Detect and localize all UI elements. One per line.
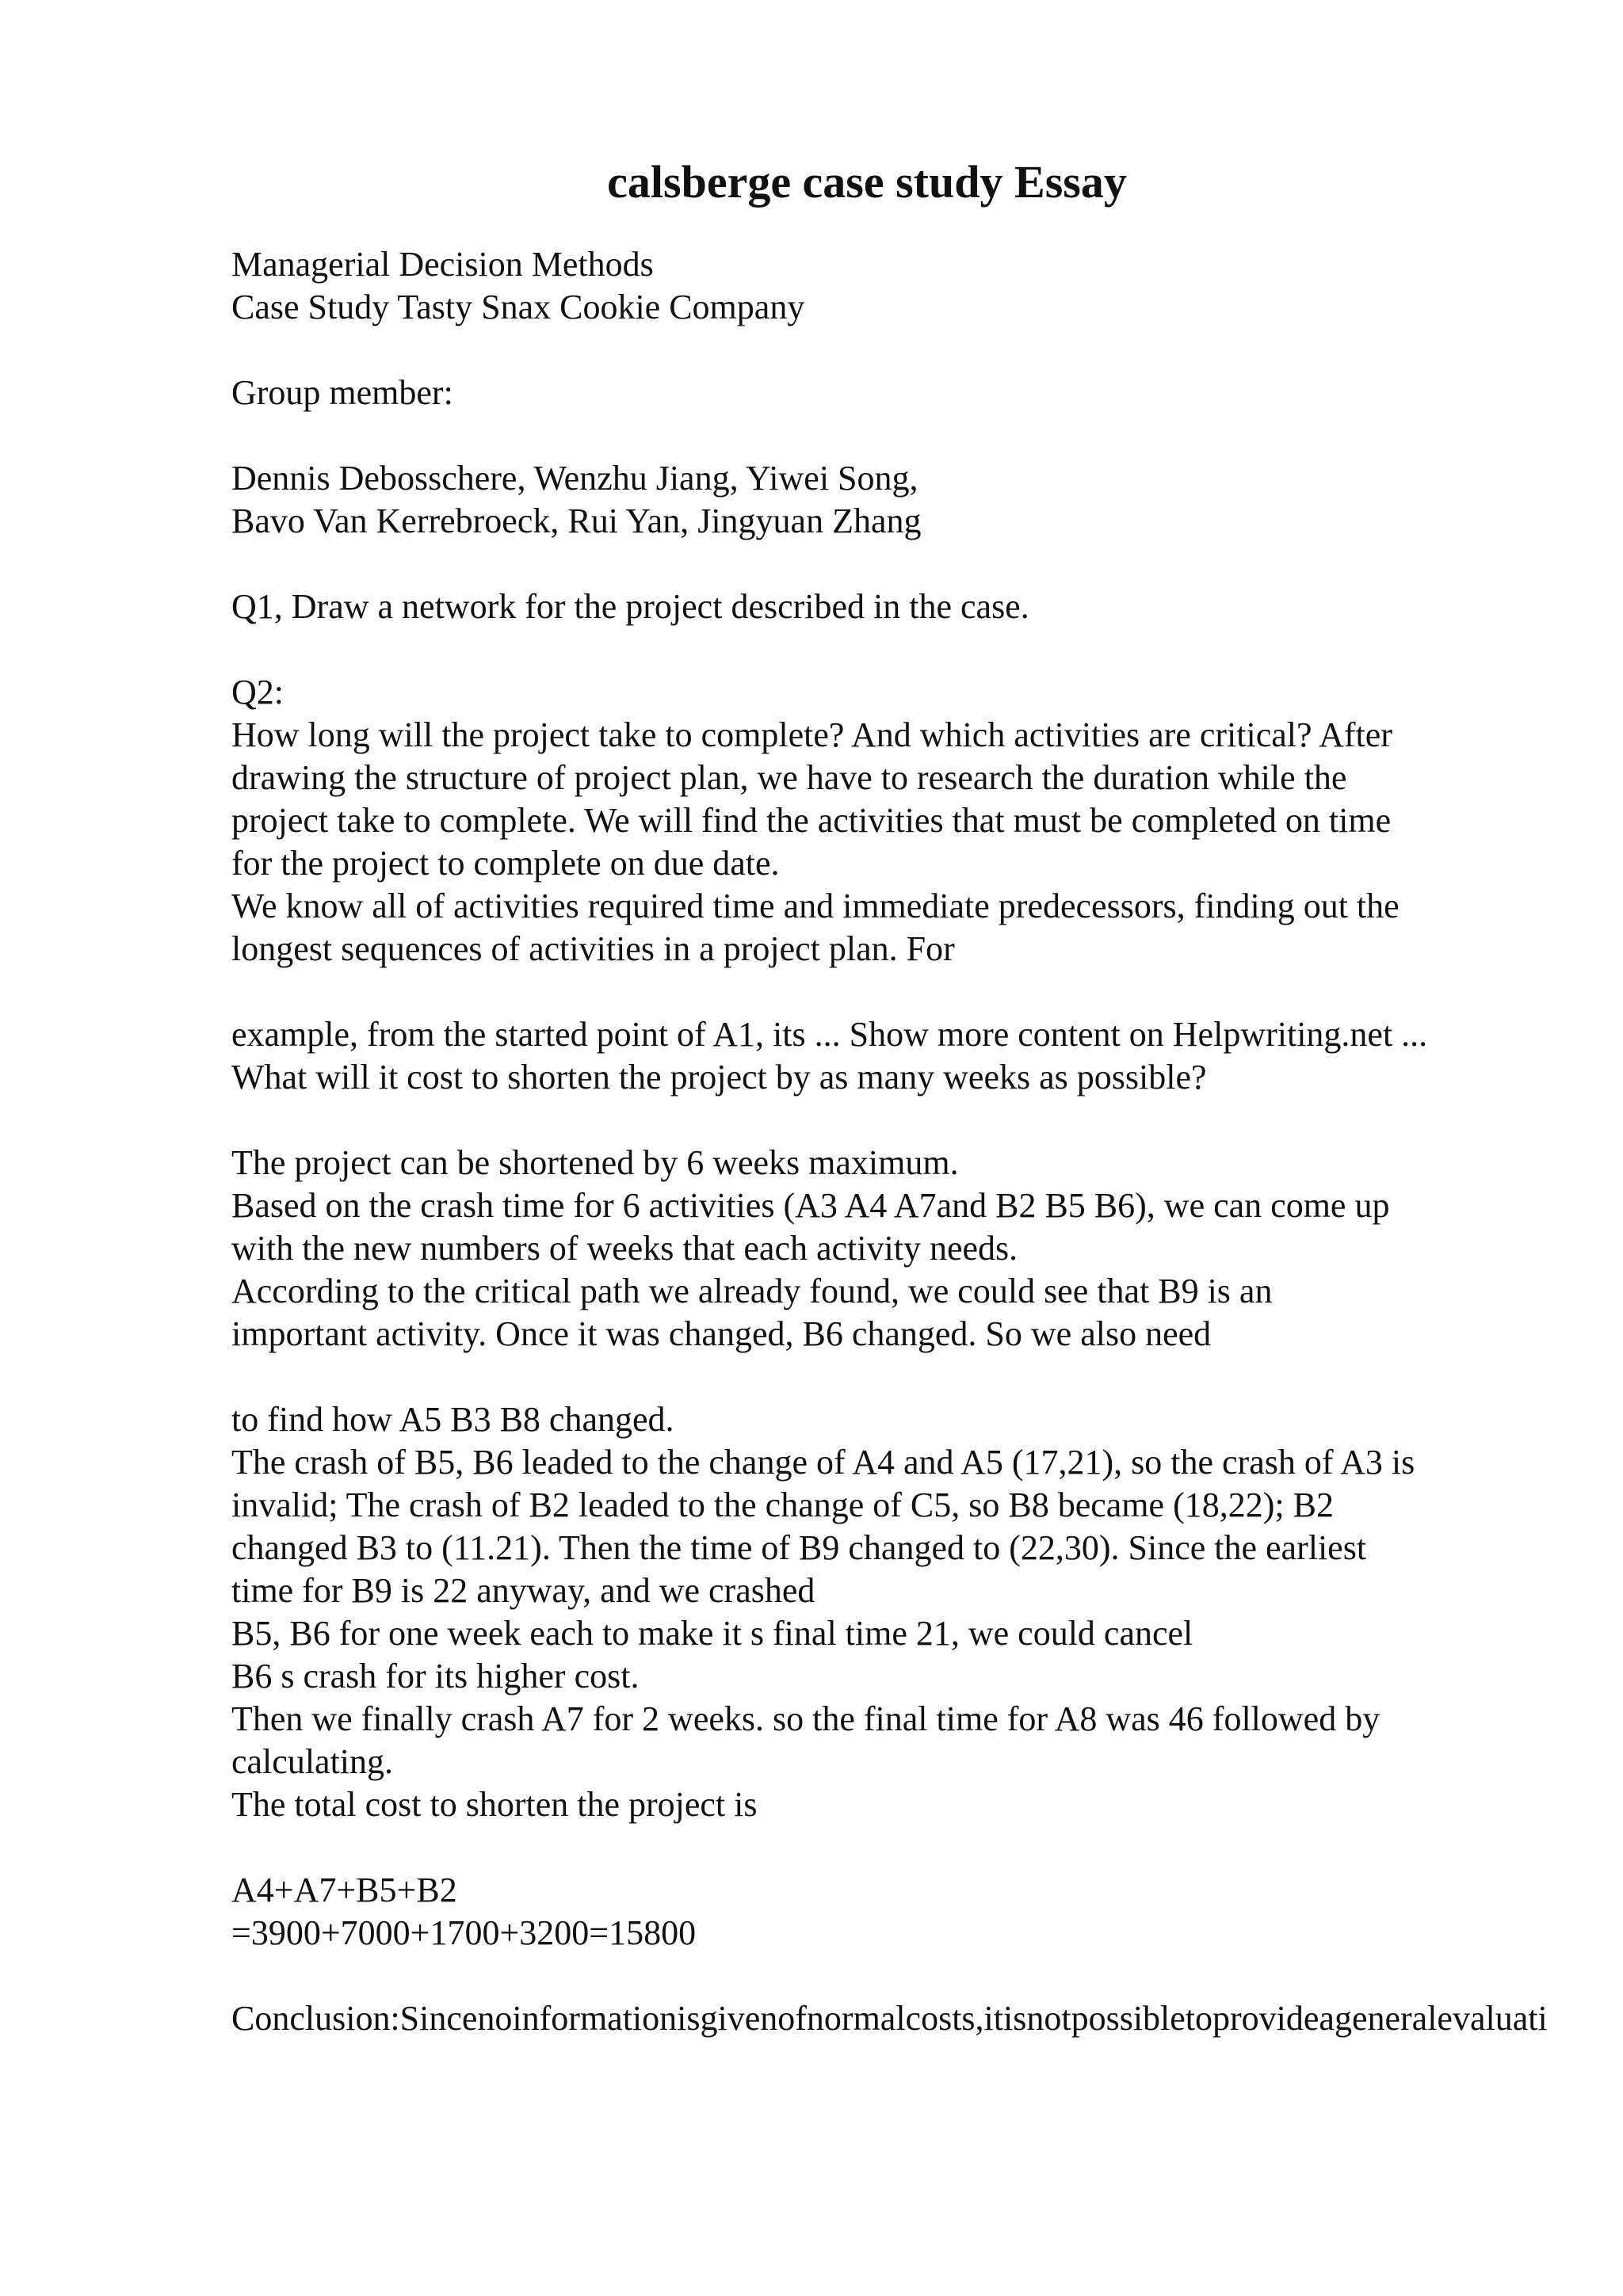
text-line: time for B9 is 22 anyway, and we crashed xyxy=(231,1571,815,1610)
blank-line xyxy=(231,329,1623,372)
text-line: Bavo Van Kerrebroeck, Rui Yan, Jingyuan Zhang xyxy=(231,502,922,540)
text-line: Then we finally crash A7 for 2 weeks. so the final time for A8 was 46 followed by xyxy=(231,1699,1381,1738)
text-line: What will it cost to shorten the project by as many weeks as possible? xyxy=(231,1058,1207,1097)
text-line: Managerial Decision Methods xyxy=(231,245,654,284)
text-line: example, from the started point of A1, its ... Show more content on Helpwriting.net ... xyxy=(231,1015,1428,1054)
text-line: Case Study Tasty Snax Cookie Company xyxy=(231,288,805,326)
text-line: The project can be shortened by 6 weeks maximum. xyxy=(231,1143,959,1182)
text-line: with the new numbers of weeks that each activity needs. xyxy=(231,1229,1018,1268)
blank-line xyxy=(231,971,1623,1013)
text-line: The total cost to shorten the project is xyxy=(231,1785,758,1824)
text-line: =3900+7000+1700+3200=15800 xyxy=(231,1913,697,1952)
blank-line xyxy=(231,1356,1623,1398)
text-line: B6 s crash for its higher cost. xyxy=(231,1657,640,1695)
text-line: The crash of B5, B6 leaded to the change of A4 and A5 (17,21), so the crash of A3 is xyxy=(231,1443,1415,1482)
blank-line xyxy=(231,1099,1623,1142)
blank-line xyxy=(231,1955,1623,1997)
blank-line xyxy=(231,628,1623,671)
text-line: changed B3 to (11.21). Then the time of B9 changed to (22,30). Since the earliest xyxy=(231,1528,1367,1567)
text-line: A4+A7+B5+B2 xyxy=(231,1871,457,1909)
text-line: Based on the crash time for 6 activities (A3 A4 A7and B2 B5 B6), we can come up xyxy=(231,1186,1390,1225)
text-line: B5, B6 for one week each to make it s final time 21, we could cancel xyxy=(231,1614,1193,1653)
document-body xyxy=(231,243,1623,2040)
text-line: Q2: xyxy=(231,673,284,711)
text-line: project take to complete. We will find the activities that must be completed on time xyxy=(231,801,1392,840)
text-line: for the project to complete on due date. xyxy=(231,844,780,883)
text-line: drawing the structure of project plan, we have to research the duration while the xyxy=(231,758,1347,797)
text-line: important activity. Once it was changed, B6 changed. So we also need xyxy=(231,1314,1212,1353)
text-line: According to the critical path we already found, we could see that B9 is an xyxy=(231,1272,1273,1310)
blank-line xyxy=(231,414,1623,457)
text-line: Q1, Draw a network for the project described in the case. xyxy=(231,587,1029,626)
blank-line xyxy=(231,543,1623,585)
document-title: calsberge case study Essay xyxy=(607,156,1127,208)
text-line: Group member: xyxy=(231,373,453,412)
text-line: Conclusion:Sincenoinformationisgivenofnormalcosts,itisnotpossibletoprovideageneralevaluati xyxy=(231,1999,1548,2038)
text-line: to find how A5 B3 B8 changed. xyxy=(231,1400,674,1439)
text-line: Dennis Debosschere, Wenzhu Jiang, Yiwei Song, xyxy=(231,459,918,498)
blank-line xyxy=(231,1826,1623,1869)
text-line: invalid; The crash of B2 leaded to the change of C5, so B8 became (18,22); B2 xyxy=(231,1486,1334,1524)
text-line: longest sequences of activities in a project plan. For xyxy=(231,929,955,968)
text-line: We know all of activities required time and immediate predecessors, finding out the xyxy=(231,887,1400,925)
text-line: calculating. xyxy=(231,1742,394,1781)
text-line: How long will the project take to complete? And which activities are critical? After xyxy=(231,715,1392,754)
